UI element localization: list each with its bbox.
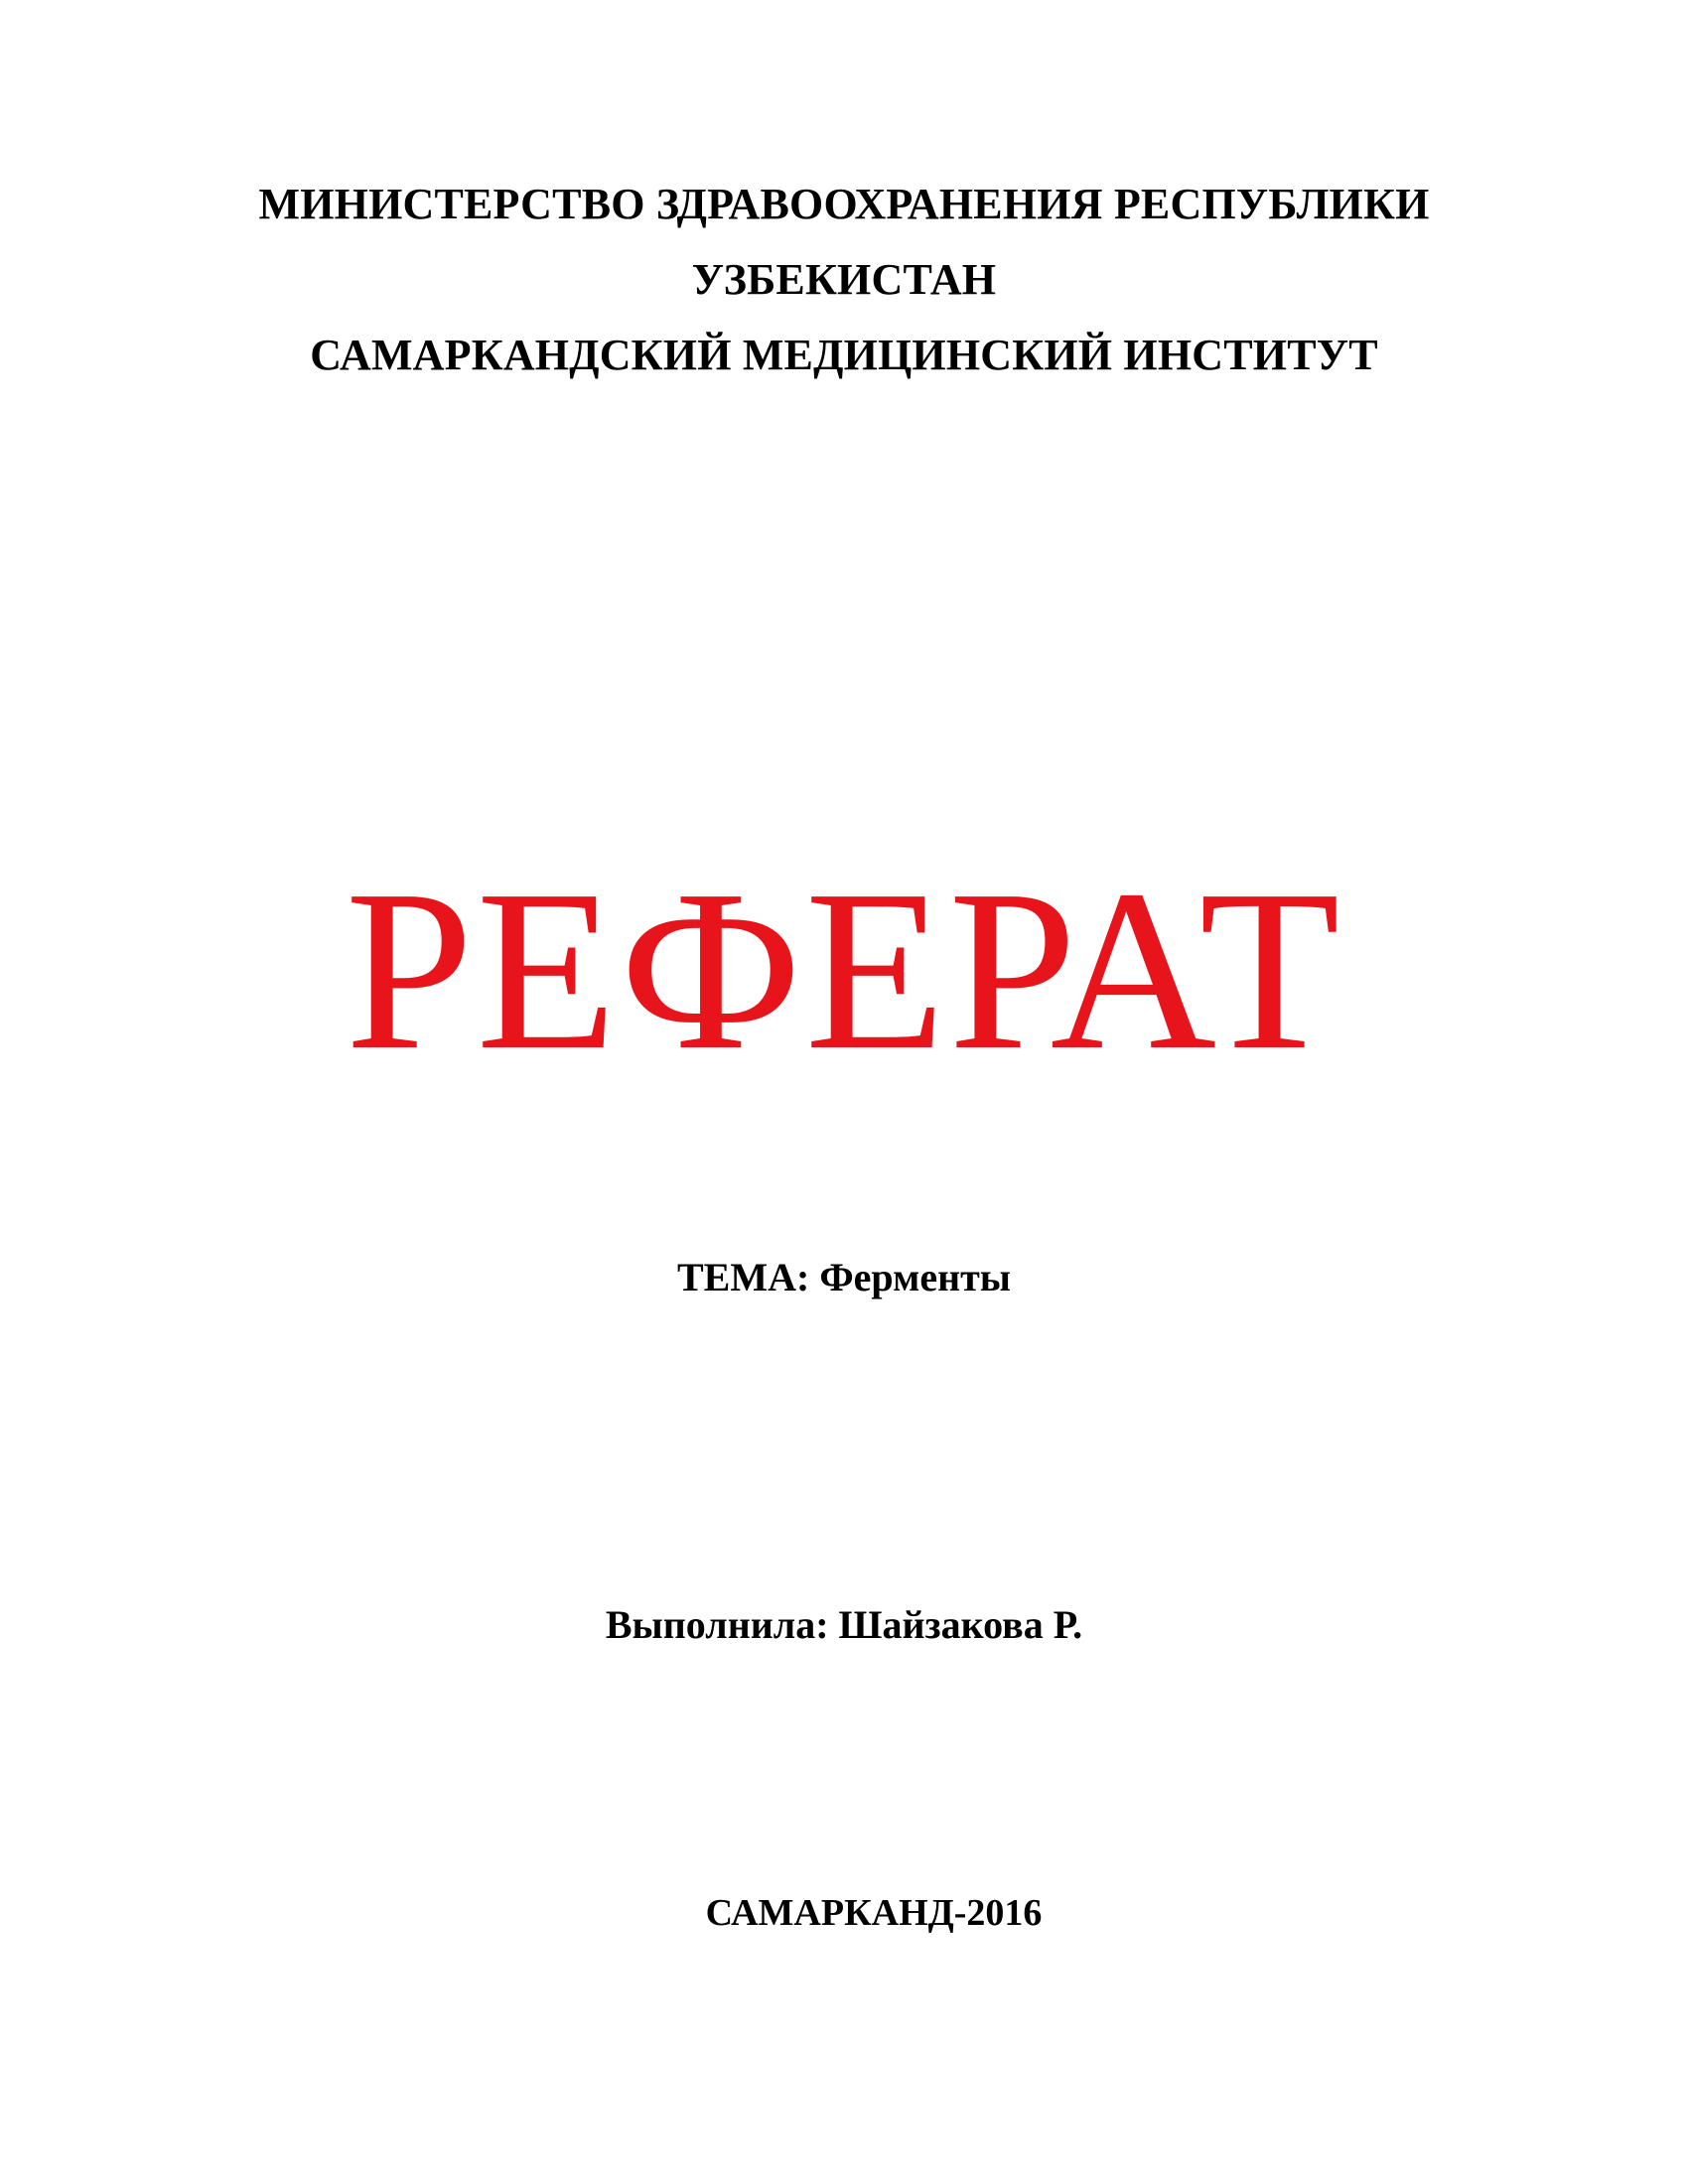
header-line-ministry: МИНИСТЕРСТВО ЗДРАВООХРАНЕНИЯ РЕСПУБЛИКИ [258,180,1430,228]
document-title: РЕФЕРАТ [345,843,1343,1098]
header-line-institute: САМАРКАНДСКИЙ МЕДИЦИНСКИЙ ИНСТИТУТ [310,331,1378,379]
city-year-footer: САМАРКАНД-2016 [705,1892,1043,1934]
institution-header [0,167,1688,393]
topic-line: ТЕМА: Ферменты [677,1255,1011,1299]
author-line: Выполнила: Шайзакова Р. [605,1602,1083,1647]
header-line-country: УЗБЕКИСТАН [691,255,997,304]
